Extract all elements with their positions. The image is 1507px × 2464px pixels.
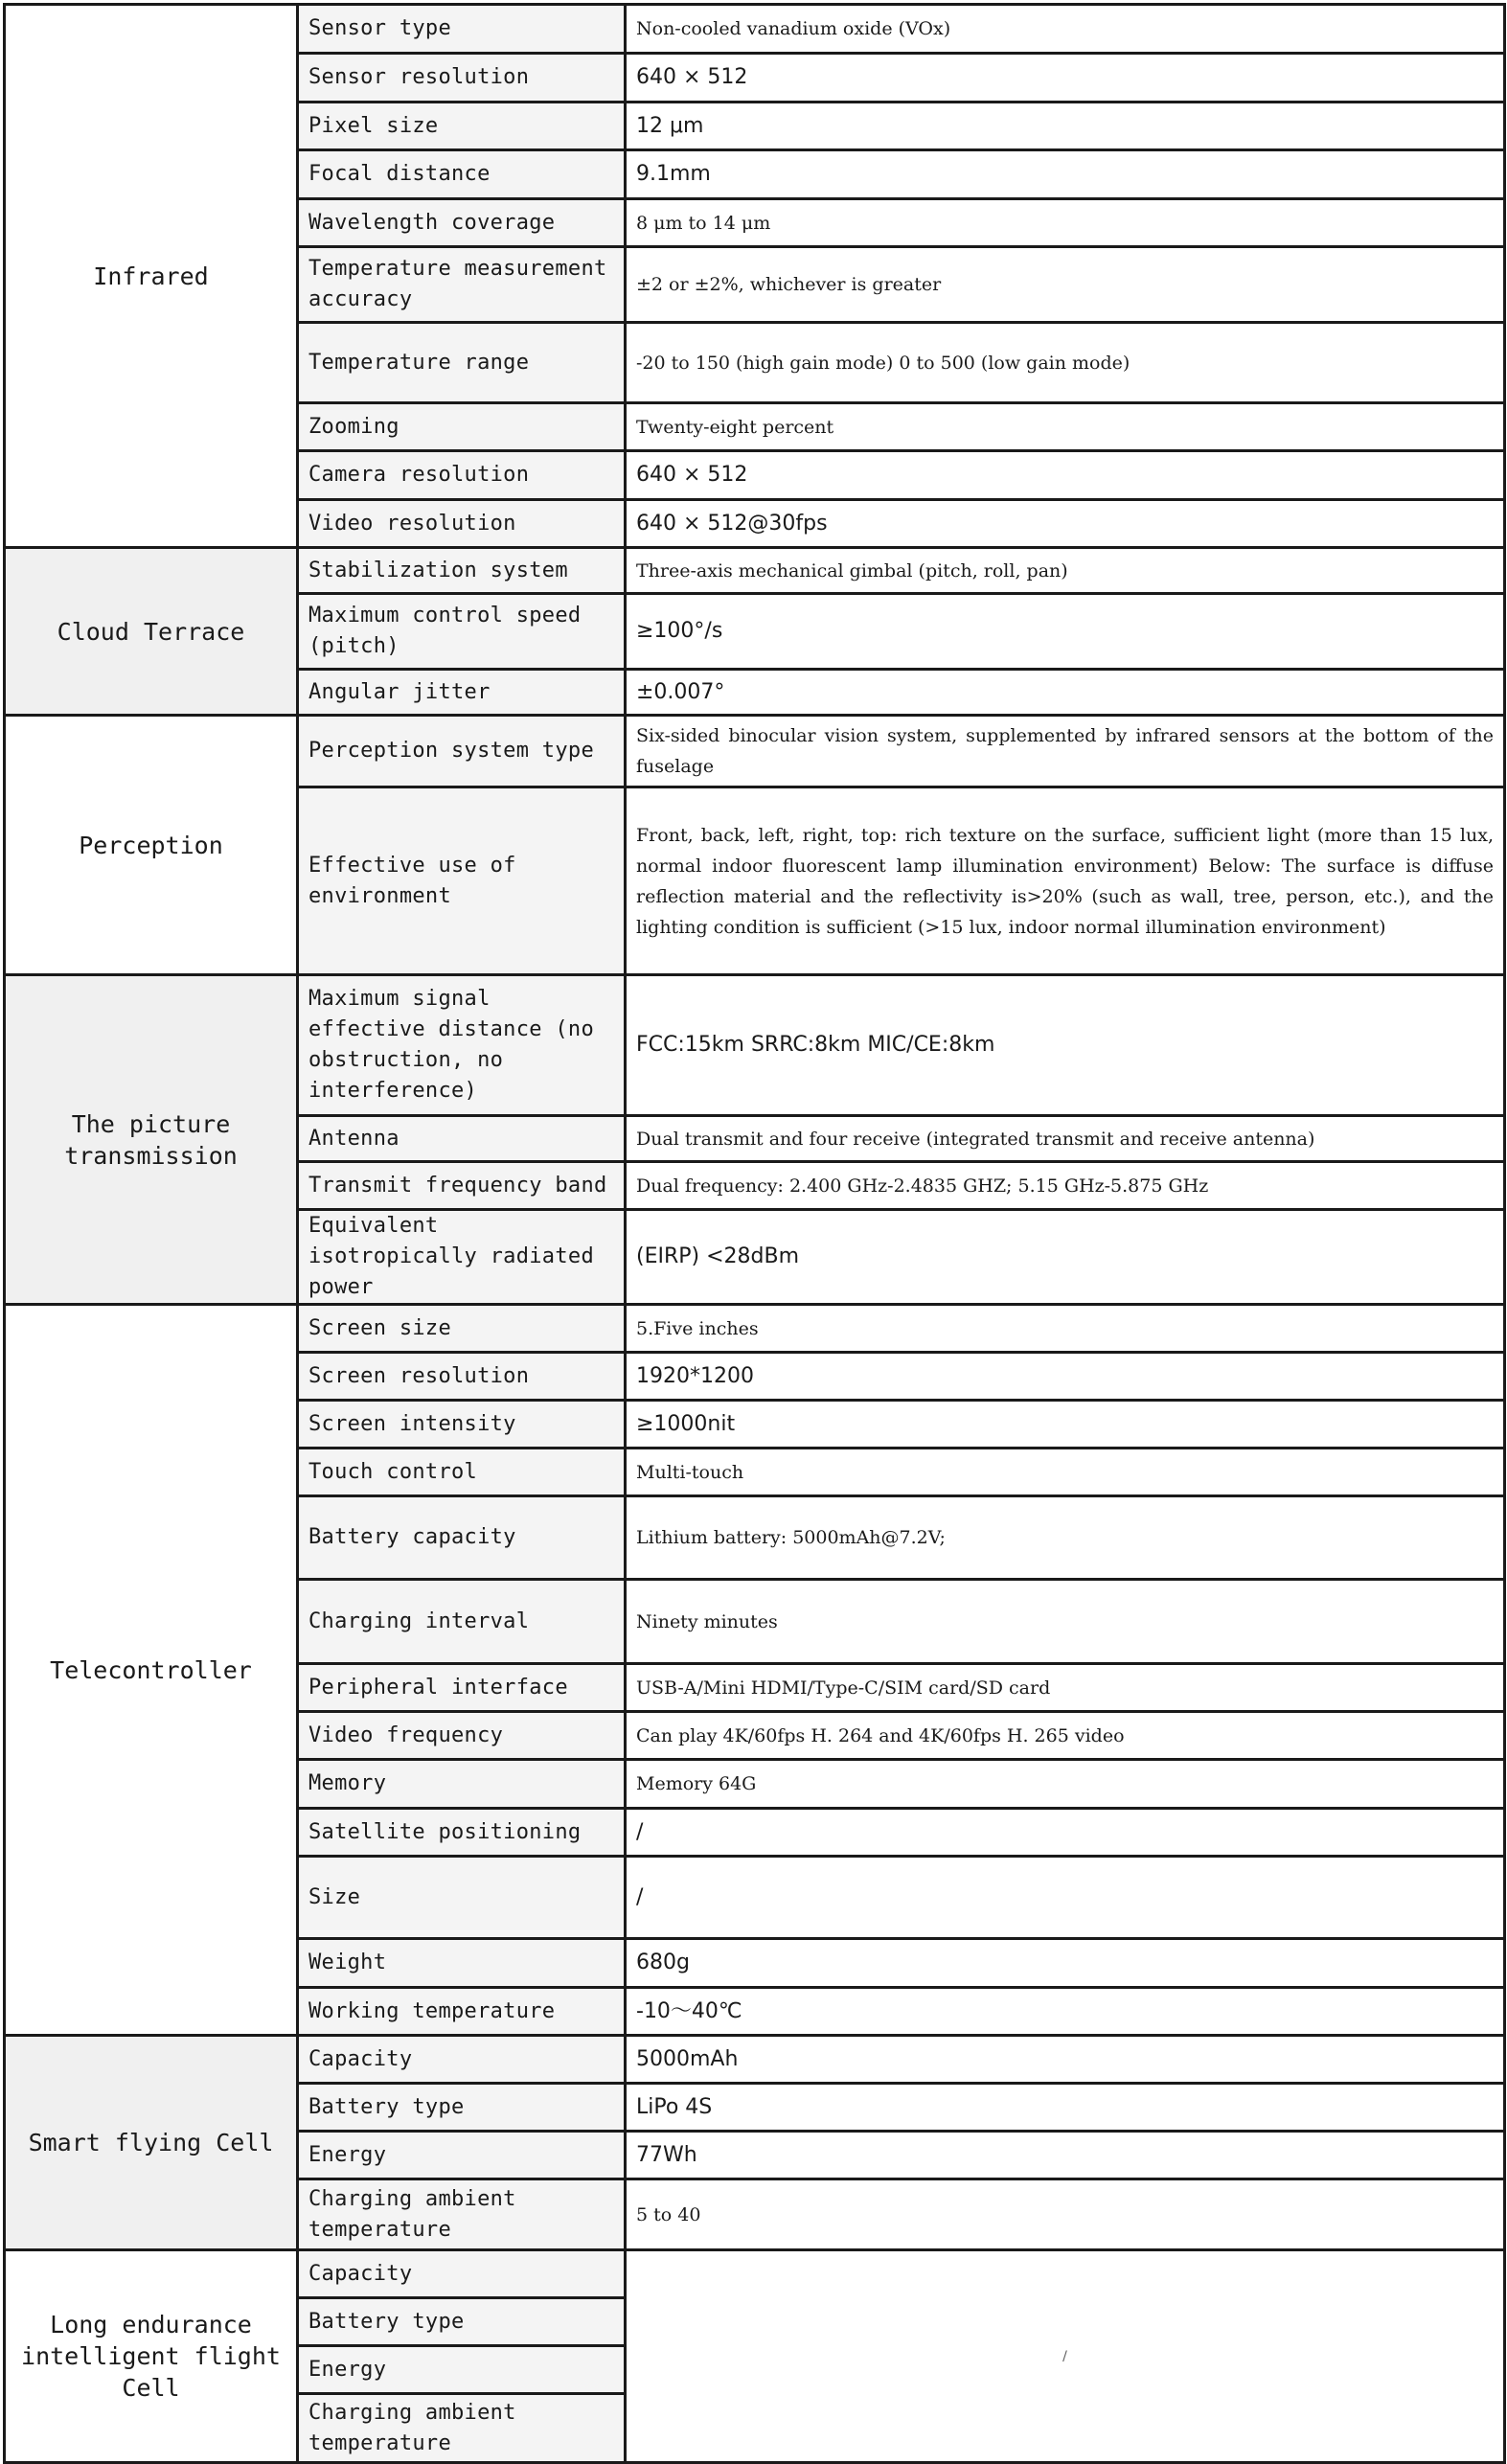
param-label: Battery capacity bbox=[298, 1496, 626, 1580]
param-value: 77Wh bbox=[626, 2132, 1505, 2179]
param-label: Screen resolution bbox=[298, 1353, 626, 1401]
category-long-endurance-cell: Long endurance intelligent flight Cell bbox=[5, 2250, 298, 2463]
param-label: Sensor resolution bbox=[298, 54, 626, 103]
param-label: Sensor type bbox=[298, 5, 626, 54]
table-row bbox=[5, 548, 1505, 594]
category-smart-flying-cell: Smart flying Cell bbox=[5, 2036, 298, 2250]
param-value: 8 μm to 14 μm bbox=[626, 199, 1505, 247]
param-value: ≥100°/s bbox=[626, 594, 1505, 670]
param-label: Focal distance bbox=[298, 150, 626, 199]
spec-table bbox=[3, 3, 1506, 2464]
param-label: Stabilization system bbox=[298, 548, 626, 594]
param-label: Capacity bbox=[298, 2250, 626, 2298]
param-value: Lithium battery: 5000mAh@7.2V; bbox=[626, 1496, 1505, 1580]
param-value: Multi-touch bbox=[626, 1449, 1505, 1496]
category-telecontroller: Telecontroller bbox=[5, 1305, 298, 2036]
category-infrared: Infrared bbox=[5, 5, 298, 548]
param-label: Maximum signal effective distance (no obstruction, no interference) bbox=[298, 975, 626, 1116]
param-label: Video frequency bbox=[298, 1712, 626, 1760]
param-value: 640 × 512 bbox=[626, 54, 1505, 103]
param-label: Energy bbox=[298, 2132, 626, 2179]
param-value: 640 × 512 bbox=[626, 451, 1505, 500]
param-value: 12 μm bbox=[626, 103, 1505, 150]
param-label: Working temperature bbox=[298, 1988, 626, 2036]
table-row bbox=[5, 2250, 1505, 2298]
param-label: Energy bbox=[298, 2346, 626, 2394]
param-label: Weight bbox=[298, 1939, 626, 1988]
param-value: -20 to 150 (high gain mode) 0 to 500 (low gain mode) bbox=[626, 323, 1505, 403]
param-label: Capacity bbox=[298, 2036, 626, 2084]
table-row bbox=[5, 2036, 1505, 2084]
param-value: / bbox=[626, 1809, 1505, 1857]
param-value: Dual transmit and four receive (integrated transmit and receive antenna) bbox=[626, 1116, 1505, 1162]
param-label: Memory bbox=[298, 1760, 626, 1809]
param-value: Six-sided binocular vision system, supplemented by infrared sensors at the bottom of the fuselage bbox=[626, 716, 1505, 787]
param-value: Dual frequency: 2.400 GHz-2.4835 GHZ; 5.15 GHz-5.875 GHz bbox=[626, 1162, 1505, 1210]
param-label: Size bbox=[298, 1857, 626, 1939]
param-value: Twenty-eight percent bbox=[626, 403, 1505, 451]
param-value: USB-A/Mini HDMI/Type-C/SIM card/SD card bbox=[626, 1664, 1505, 1712]
param-label: Maximum control speed (pitch) bbox=[298, 594, 626, 670]
param-label: Perception system type bbox=[298, 716, 626, 787]
param-label: Battery type bbox=[298, 2084, 626, 2132]
param-value: 5.Five inches bbox=[626, 1305, 1505, 1353]
param-value: ≥1000nit bbox=[626, 1401, 1505, 1449]
param-value: 9.1mm bbox=[626, 150, 1505, 199]
param-value: ±2 or ±2%, whichever is greater bbox=[626, 247, 1505, 323]
param-value: Three-axis mechanical gimbal (pitch, roll, pan) bbox=[626, 548, 1505, 594]
param-value: Can play 4K/60fps H. 264 and 4K/60fps H. 265 video bbox=[626, 1712, 1505, 1760]
param-label: Video resolution bbox=[298, 500, 626, 548]
table-row bbox=[5, 5, 1505, 54]
param-label: Angular jitter bbox=[298, 670, 626, 716]
param-label: Screen size bbox=[298, 1305, 626, 1353]
param-value: 680g bbox=[626, 1939, 1505, 1988]
param-value: -10～40℃ bbox=[626, 1988, 1505, 2036]
category-picture-transmission: The picture transmission bbox=[5, 975, 298, 1305]
param-label: Transmit frequency band bbox=[298, 1162, 626, 1210]
param-label: Screen intensity bbox=[298, 1401, 626, 1449]
param-label: Touch control bbox=[298, 1449, 626, 1496]
table-row bbox=[5, 716, 1505, 787]
param-value: 5 to 40 bbox=[626, 2179, 1505, 2250]
param-label: Charging ambient temperature bbox=[298, 2179, 626, 2250]
param-value: 1920*1200 bbox=[626, 1353, 1505, 1401]
param-value: (EIRP) <28dBm bbox=[626, 1210, 1505, 1305]
param-label: Peripheral interface bbox=[298, 1664, 626, 1712]
param-value: Front, back, left, right, top: rich texture on the surface, sufficient light (more than 15 lux, normal indoor fluorescent lamp illumination environment) Below: The surface is diffuse reflection material and the reflectivity is>20% (such as wall, tree, person, etc.), and the lighting condition is sufficient (>15 lux, indoor normal illumination environment) bbox=[626, 787, 1505, 975]
param-label: Satellite positioning bbox=[298, 1809, 626, 1857]
param-value: / bbox=[626, 1857, 1505, 1939]
param-label: Temperature measurement accuracy bbox=[298, 247, 626, 323]
param-value: Memory 64G bbox=[626, 1760, 1505, 1809]
category-perception: Perception bbox=[5, 716, 298, 975]
param-label: Camera resolution bbox=[298, 451, 626, 500]
param-value: 640 × 512@30fps bbox=[626, 500, 1505, 548]
param-value: Ninety minutes bbox=[626, 1580, 1505, 1664]
param-value: Non-cooled vanadium oxide (VOx) bbox=[626, 5, 1505, 54]
param-label: Equivalent isotropically radiated power bbox=[298, 1210, 626, 1305]
param-label: Charging ambient temperature bbox=[298, 2394, 626, 2463]
param-label: Pixel size bbox=[298, 103, 626, 150]
param-label: Charging interval bbox=[298, 1580, 626, 1664]
param-value: LiPo 4S bbox=[626, 2084, 1505, 2132]
param-value: ±0.007° bbox=[626, 670, 1505, 716]
table-row bbox=[5, 975, 1505, 1116]
param-label: Wavelength coverage bbox=[298, 199, 626, 247]
category-cloud-terrace: Cloud Terrace bbox=[5, 548, 298, 716]
param-value: 5000mAh bbox=[626, 2036, 1505, 2084]
merged-value: / bbox=[626, 2250, 1505, 2463]
param-value: FCC:15km SRRC:8km MIC/CE:8km bbox=[626, 975, 1505, 1116]
param-label: Battery type bbox=[298, 2298, 626, 2346]
param-label: Temperature range bbox=[298, 323, 626, 403]
param-label: Antenna bbox=[298, 1116, 626, 1162]
param-label: Effective use of environment bbox=[298, 787, 626, 975]
param-label: Zooming bbox=[298, 403, 626, 451]
table-row bbox=[5, 1305, 1505, 1353]
